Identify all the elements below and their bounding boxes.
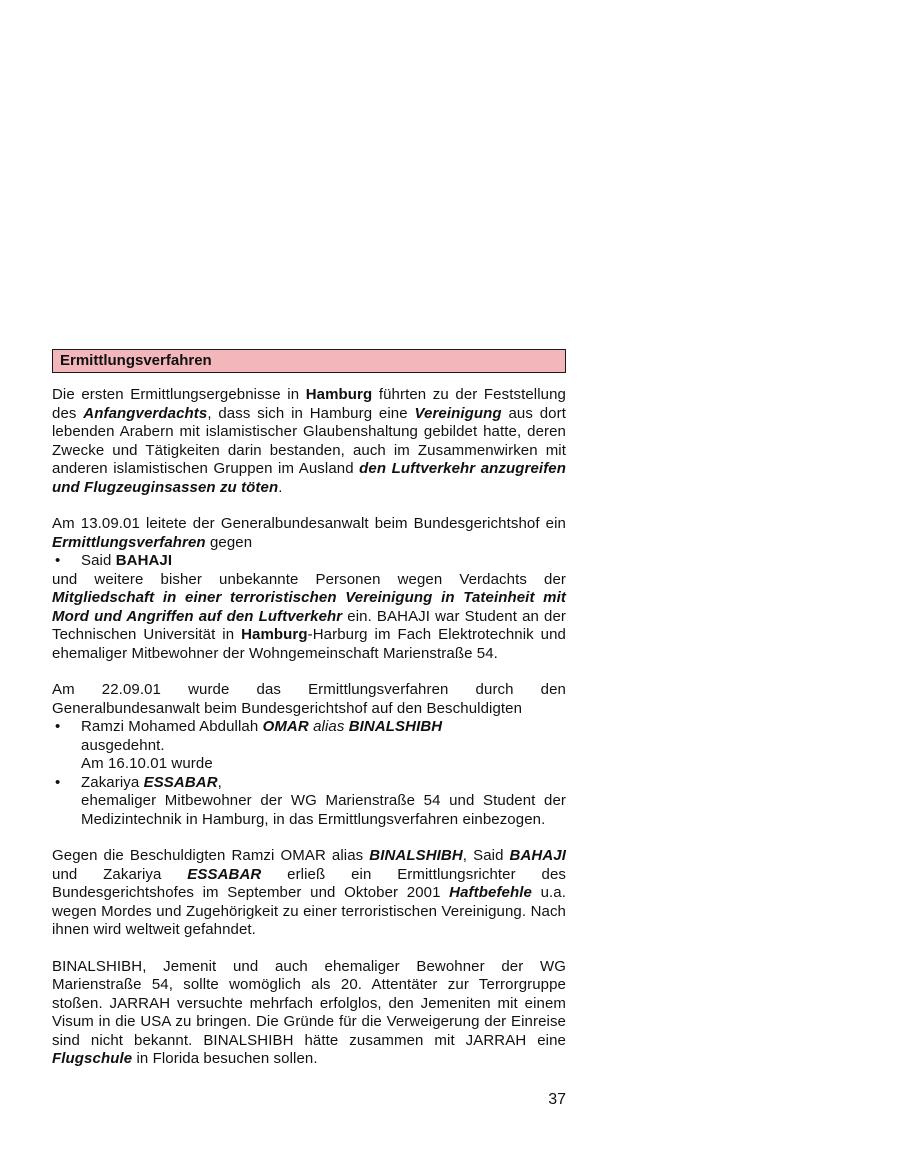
bullet-text (81, 774, 566, 793)
text-run: ehemaliger Mitbewohner der WG Marienstraße 54 und Student der Medizintechnik in Hamburg, in das Ermittlungsverfahren einbezogen. (81, 792, 566, 828)
text-run: . (278, 478, 283, 496)
bullet-item (52, 774, 566, 793)
text-run: , dass sich in Hamburg eine (207, 404, 415, 422)
text-run: Haftbefehle (449, 884, 532, 901)
text-run: in Florida besuchen sollen. (132, 1050, 318, 1067)
paragraph (52, 847, 566, 940)
text-run: ESSABAR (187, 865, 262, 883)
text-run: Ermittlungsverfahren (52, 533, 206, 551)
text-run: Vereinigung (414, 404, 502, 422)
text-run: alias (313, 718, 345, 735)
section-header-label: Ermittlungsverfahren (60, 352, 212, 369)
text-run: Gegen die Beschuldigten Ramzi OMAR alias (52, 847, 370, 864)
text-run: Am 13.09.01 leitete der Generalbundesanwalt beim Bundesgerichtshof ein (52, 515, 566, 532)
text-run: BINALSHIBH (348, 718, 443, 735)
text-run: ESSABAR (143, 773, 218, 791)
document-body (52, 386, 566, 1069)
content-column (52, 349, 566, 1069)
paragraph (52, 386, 566, 497)
text-run: erließ ein Ermittlungsrichter des Bundesgerichtshofes im September und Oktober 2001 (52, 865, 566, 901)
text-run: und weitere bisher unbekannte Personen wegen Verdachts der (52, 570, 566, 588)
bullet-item (52, 552, 566, 571)
text-run: OMAR (262, 718, 309, 735)
section-header (52, 349, 566, 373)
text-run: führten zu der Feststellung des (52, 386, 566, 422)
paragraph-gap (52, 940, 566, 958)
bullet-icon: • (55, 773, 61, 791)
text-run: Hamburg (305, 386, 373, 403)
text-run: ein. BAHAJI war Student an der Technischen Universität in (52, 607, 566, 643)
page-number: 37 (548, 1091, 566, 1108)
paragraph-gap (52, 497, 566, 515)
text-run: BAHAJI (509, 847, 566, 864)
paragraph-gap (52, 829, 566, 847)
paragraph (52, 681, 566, 718)
indented-paragraph (81, 737, 566, 756)
text-run: Ramzi Mohamed Abdullah (81, 718, 263, 735)
paragraph-gap (52, 663, 566, 681)
text-run: Am 22.09.01 wurde das Ermittlungsverfahren durch den Generalbundesanwalt beim Bundesgerichtshof auf den Beschuldigten (52, 681, 566, 717)
text-run: BINALSHIBH, Jemenit und auch ehemaliger Bewohner der WG Marienstraße 54, sollte womöglich als 20. Attentäter zur Terrorgruppe stoßen. JARRAH versuchte mehrfach erfolglos, den Jemeniten mit einem Visum in die USA zu bringen. Die Gründe für die Verweigerung der Einreise sind nicht bekannt. BINALSHIBH hätte zusammen mit JARRAH eine (52, 957, 566, 1049)
text-run: Anfangverdachts (83, 404, 208, 422)
bullet-text (81, 552, 566, 571)
text-run: BAHAJI (115, 552, 173, 569)
text-run: aus dort lebenden Arabern mit islamistischer Glaubenshaltung gebildet hatte, deren Zwecke und Tätigkeiten darin bestanden, auch im Zusammenwirken mit anderen islamistischen Gruppen im Ausland (52, 404, 566, 477)
text-run: gegen (205, 533, 253, 551)
text-run: -Harburg im Fach Elektrotechnik und ehemaliger Mitbewohner der Wohngemeinschaft Marienstraße 54. (52, 626, 566, 662)
indented-paragraph (81, 792, 566, 829)
text-run: Said (81, 552, 116, 569)
text-run: BINALSHIBH (369, 847, 463, 864)
text-run: Am 16.10.01 wurde (81, 755, 213, 772)
indented-paragraph (81, 755, 566, 774)
text-run: den Luftverkehr anzugreifen und Flugzeuginsassen zu töten (52, 460, 567, 496)
text-run: Zakariya (81, 773, 144, 791)
bullet-text (81, 718, 566, 737)
text-run: Die ersten Ermittlungsergebnisse in (52, 386, 306, 403)
paragraph (52, 571, 566, 664)
text-run: Flugschule (52, 1050, 133, 1067)
text-run: Hamburg (241, 626, 308, 643)
bullet-icon: • (55, 718, 61, 735)
paragraph (52, 958, 566, 1069)
text-run: u.a. wegen Mordes und Zugehörigkeit zu einer terroristischen Vereinigung. Nach ihnen wird weltweit gefahndet. (52, 884, 566, 938)
text-run: Mitgliedschaft in einer terroristischen Vereinigung in Tateinheit mit Mord und Angriffen auf den Luftverkehr (52, 589, 566, 625)
bullet-item (52, 718, 566, 737)
text-run: und Zakariya (52, 865, 188, 883)
bullet-icon: • (55, 552, 61, 569)
text-run: , Said (462, 847, 510, 864)
text-run: , (217, 773, 222, 791)
text-run: ausgedehnt. (81, 736, 165, 754)
paragraph (52, 515, 566, 552)
